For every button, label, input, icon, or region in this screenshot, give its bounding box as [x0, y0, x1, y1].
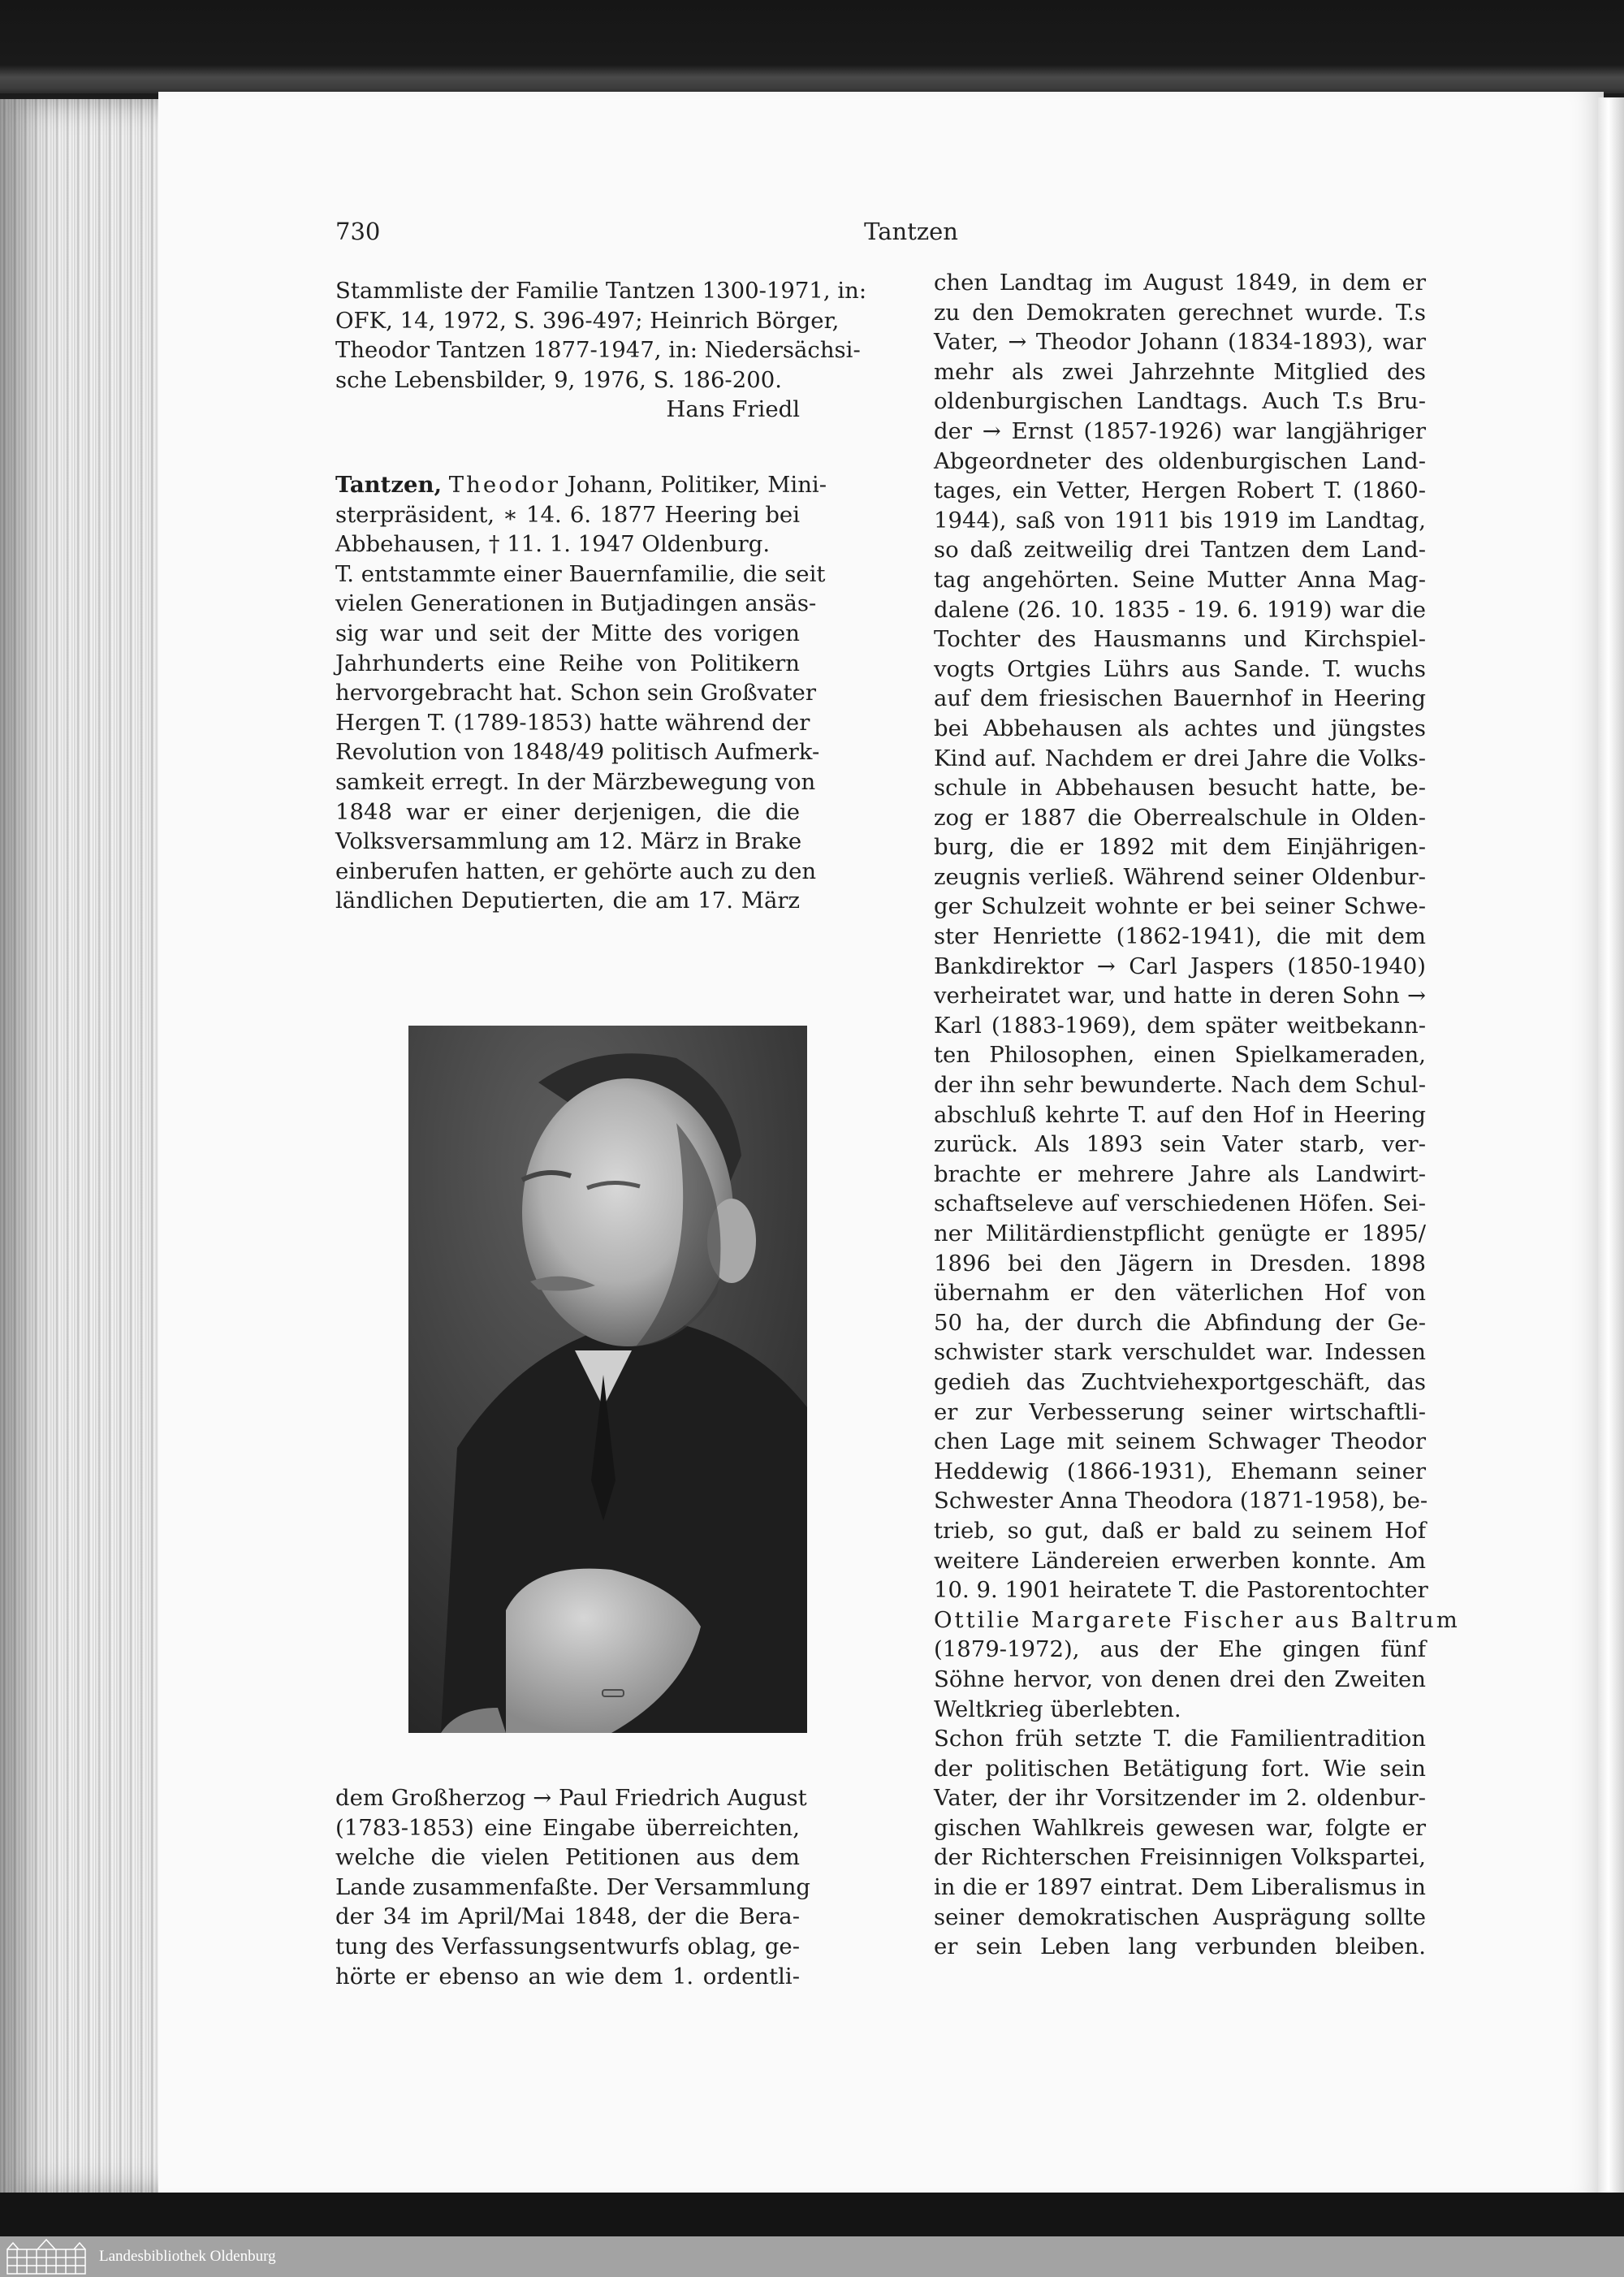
text-line: schule in Abbehausen besucht hatte, be-	[934, 775, 1426, 801]
text-line: übernahm er den väterlichen Hof von	[934, 1280, 1426, 1307]
text-line: der ihn sehr bewunderte. Nach dem Schul-	[934, 1072, 1426, 1099]
text-line: 1944), saß von 1911 bis 1919 im Landtag,	[934, 507, 1426, 534]
entry-heading-line	[335, 470, 827, 500]
left-column-bottom	[335, 1783, 811, 1991]
library-footer-bar	[0, 2236, 1624, 2277]
entry-heading-line: Abbehausen, † 11. 1. 1947 Oldenburg.	[335, 531, 771, 558]
text-line: Schwester Anna Theodora (1871-1958), be-	[934, 1488, 1428, 1514]
entry-heading-line: sterpräsident, ∗ 14. 6. 1877 Heering bei	[335, 501, 800, 528]
text-line: Jahrhunderts eine Reihe von Politikern	[335, 650, 800, 676]
text-line: Ottilie Margarete Fischer aus Baltrum	[934, 1606, 1460, 1633]
text-line: Schon früh setzte T. die Familientradition	[934, 1726, 1426, 1752]
text-line: gedieh das Zuchtviehexportgeschäft, das	[934, 1368, 1426, 1395]
text-line: er zur Verbesserung seiner wirtschaftli-	[934, 1398, 1426, 1425]
text-line: chen Lage mit seinem Schwager Theodor	[934, 1428, 1426, 1455]
text-line: Volksversammlung am 12. März in Brake	[335, 828, 802, 855]
text-line: dalene (26. 10. 1835 - 19. 6. 1919) war die	[934, 596, 1426, 623]
page-stack-edges	[0, 99, 158, 2194]
text-line: 10. 9. 1901 heiratete T. die Pastorentochter	[934, 1577, 1428, 1604]
text-line: seiner demokratischen Ausprägung sollte	[934, 1903, 1426, 1930]
text-line: (1783-1853) eine Eingabe überreichten,	[335, 1814, 800, 1841]
text-line: welche die vielen Petitionen aus dem	[335, 1844, 800, 1871]
portrait-photo	[408, 1026, 807, 1733]
text-line: zurück. Als 1893 sein Vater starb, ver-	[934, 1131, 1426, 1158]
text-line: zeugnis verließ. Während seiner Oldenbur-	[934, 863, 1426, 890]
text-line: gischen Wahlkreis gewesen war, folgte er	[934, 1814, 1426, 1841]
library-building-logo-icon	[5, 2238, 88, 2275]
text-line: Lande zusammenfaßte. Der Versammlung	[335, 1873, 811, 1900]
text-line: 50 ha, der durch die Abfindung der Ge-	[934, 1309, 1426, 1336]
page-gutter-edge	[1598, 97, 1624, 2193]
running-head	[335, 218, 958, 250]
text-line: der Richterschen Freisinnigen Volkspartei,	[934, 1844, 1426, 1871]
portrait-image-icon	[408, 1026, 807, 1733]
text-line: vielen Generationen in Butjadingen ansäs-	[335, 590, 817, 617]
text-line: Stammliste der Familie Tantzen 1300-1971, in:	[335, 278, 867, 304]
text-line: Söhne hervor, von denen drei den Zweiten	[934, 1666, 1426, 1692]
scan-background-bottom	[0, 2193, 1624, 2237]
text-line: er sein Leben lang verbunden bleiben.	[934, 1934, 1426, 1960]
text-line: (1879-1972), aus der Ehe gingen fünf	[934, 1636, 1426, 1663]
text-line: vogts Ortgies Lührs aus Sande. T. wuchs	[934, 655, 1426, 682]
text-line: Karl (1883-1969), dem später weitbekann-	[934, 1012, 1426, 1039]
text-line: tag angehörten. Seine Mutter Anna Mag-	[934, 566, 1426, 593]
left-column-top	[335, 276, 867, 916]
text-line: trieb, so gut, daß er bald zu seinem Hof	[934, 1517, 1426, 1544]
scan-background-top	[0, 0, 1624, 93]
text-line: 1848 war er einer derjenigen, die die	[335, 798, 800, 825]
text-line: dem Großherzog → Paul Friedrich August	[335, 1785, 807, 1811]
text-line: Bankdirektor → Carl Jaspers (1850-1940)	[934, 953, 1426, 979]
library-name: Landesbibliothek Oldenburg	[99, 2248, 276, 2265]
text-line: der politischen Betätigung fort. Wie sein	[934, 1755, 1426, 1782]
text-line: Revolution von 1848/49 politisch Aufmerk-	[335, 739, 820, 766]
page-number: 730	[335, 218, 381, 245]
running-title: Tantzen	[864, 218, 958, 245]
text-line: OFK, 14, 1972, S. 396-497; Heinrich Börger,	[335, 307, 840, 334]
text-line: ger Schulzeit wohnte er bei seiner Schwe-	[934, 893, 1426, 920]
entry-name: Tantzen,	[335, 471, 443, 498]
text-line: der 34 im April/Mai 1848, der die Bera-	[335, 1903, 800, 1930]
text-line: tages, ein Vetter, Hergen Robert T. (1860-	[934, 477, 1426, 504]
text-line: Vater, der ihr Vorsitzender im 2. oldenbur-	[934, 1785, 1426, 1812]
text-line: samkeit erregt. In der Märzbewegung von	[335, 768, 816, 795]
text-line: so daß zeitweilig drei Tantzen dem Land-	[934, 537, 1426, 564]
text-line: Hergen T. (1789-1853) hatte während der	[335, 709, 810, 736]
text-line: ner Militärdienstpflicht genügte er 1895/	[934, 1221, 1426, 1247]
text-line: Theodor Tantzen 1877-1947, in: Niedersächsi-	[335, 337, 861, 364]
text-line: bei Abbehausen als achtes und jüngstes	[934, 715, 1426, 741]
text-line: verheiratet war, und hatte in deren Sohn →	[934, 983, 1426, 1009]
text-line: Kind auf. Nachdem er drei Jahre die Volks-	[934, 745, 1426, 771]
article-author: Hans Friedl	[666, 396, 800, 423]
text-line: zog er 1887 die Oberrealschule in Olden-	[934, 804, 1426, 831]
text-line: tung des Verfassungsentwurfs oblag, ge-	[335, 1933, 800, 1959]
text-line: oldenburgischen Landtags. Auch T.s Bru-	[934, 388, 1426, 415]
text-line: der → Ernst (1857-1926) war langjähriger	[934, 417, 1426, 444]
text-line: hörte er ebenso an wie dem 1. ordentli-	[335, 1963, 800, 1990]
text-line: Vater, → Theodor Johann (1834-1893), war	[934, 329, 1426, 356]
text-line: zu den Demokraten gerechnet wurde. T.s	[934, 299, 1426, 326]
text-line: schaftseleve auf verschiedenen Höfen. Sei-	[934, 1190, 1426, 1217]
text-line: 1896 bei den Jägern in Dresden. 1898	[934, 1250, 1426, 1277]
text-line: abschluß kehrte T. auf den Hof in Heering	[934, 1101, 1426, 1128]
text-line: burg, die er 1892 mit dem Einjährigen-	[934, 834, 1426, 861]
text-line: Abgeordneter des oldenburgischen Land-	[934, 447, 1426, 474]
entry-given-name: Theodor	[448, 471, 560, 498]
text-line: sig war und seit der Mitte des vorigen	[335, 620, 800, 646]
text-line: chen Landtag im August 1849, in dem er	[934, 270, 1426, 296]
text-line: mehr als zwei Jahrzehnte Mitglied des	[934, 358, 1426, 385]
text-line: auf dem friesischen Bauernhof in Heering	[934, 685, 1426, 712]
text-line: sche Lebensbilder, 9, 1976, S. 186-200.	[335, 366, 782, 393]
text-line: Weltkrieg überlebten.	[934, 1696, 1181, 1722]
text-line: schwister stark verschuldet war. Indessen	[934, 1339, 1426, 1366]
text-line: Heddewig (1866-1931), Ehemann seiner	[934, 1458, 1426, 1484]
text-line: weitere Ländereien erwerben konnte. Am	[934, 1547, 1426, 1574]
text-line: brachte er mehrere Jahre als Landwirt-	[934, 1160, 1426, 1187]
text-line: hervorgebracht hat. Schon sein Großvater	[335, 680, 816, 706]
text-line: ten Philosophen, einen Spielkameraden,	[934, 1042, 1426, 1069]
text-line: in die er 1897 eintrat. Dem Liberalismus in	[934, 1874, 1426, 1901]
text-line: ster Henriette (1862-1941), die mit dem	[934, 923, 1426, 950]
text-line: Tochter des Hausmanns und Kirchspiel-	[934, 626, 1426, 653]
right-column	[934, 268, 1460, 1962]
text-line: einberufen hatten, er gehörte auch zu den	[335, 858, 817, 884]
spacer	[335, 425, 800, 470]
entry-heading-rest: Johann, Politiker, Mini-	[567, 471, 827, 498]
text-line: T. entstammte einer Bauernfamilie, die seit	[335, 560, 826, 587]
text-line: ländlichen Deputierten, die am 17. März	[335, 888, 800, 914]
